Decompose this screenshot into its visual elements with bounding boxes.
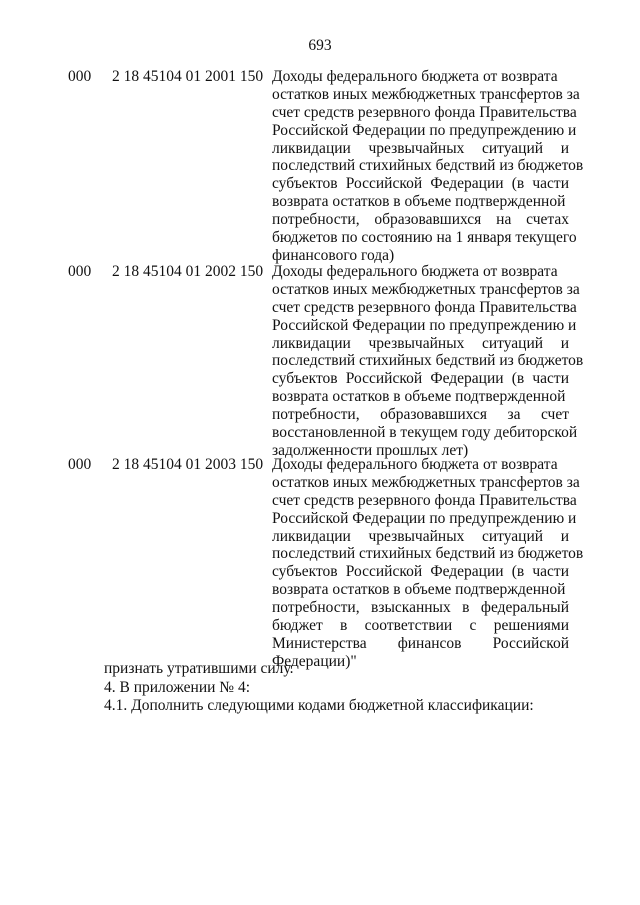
description-line: Федерации)" xyxy=(272,652,357,670)
description-line: счет средств резервного фонда Правительства xyxy=(272,298,577,316)
description-line: Российской Федерации по предупреждению и xyxy=(272,121,577,139)
body-paragraph: признать утратившими силу. xyxy=(104,660,294,677)
entry-description xyxy=(272,263,584,460)
description-line: последствий стихийных бедствий из бюджетов xyxy=(272,352,584,370)
description-line: Доходы федерального бюджета от возврата xyxy=(272,263,558,280)
description-line: потребности, образовавшихся на счетах xyxy=(272,211,569,229)
description-line: остатков иных межбюджетных трансфертов за xyxy=(272,473,580,491)
description-line: возврата остатков в объеме подтвержденной xyxy=(272,193,566,211)
page-number: 693 xyxy=(308,37,332,54)
description-line: счет средств резервного фонда Правительства xyxy=(272,103,577,121)
budget-classification-code: 2 18 45104 01 2003 150 xyxy=(112,456,264,473)
description-line: ликвидации чрезвычайных ситуаций и xyxy=(272,527,569,545)
description-line: последствий стихийных бедствий из бюджетов xyxy=(272,545,584,563)
org-code: 000 xyxy=(68,456,92,473)
description-line: субъектов Российской Федерации (в части xyxy=(272,175,569,193)
description-line: финансового года) xyxy=(272,246,395,264)
description-line: ликвидации чрезвычайных ситуаций и xyxy=(272,139,569,157)
entry-description xyxy=(272,68,584,265)
description-line: восстановленной в текущем году дебиторской xyxy=(272,424,578,442)
description-line: последствий стихийных бедствий из бюджетов xyxy=(272,157,584,175)
description-line: остатков иных межбюджетных трансфертов за xyxy=(272,85,580,103)
description-line: Доходы федерального бюджета от возврата xyxy=(272,456,558,473)
description-line: бюджет в соответствии с решениями xyxy=(272,617,569,635)
description-line: бюджетов по состоянию на 1 января текущего xyxy=(272,229,577,247)
description-line: потребности, взысканных в федеральный xyxy=(272,599,569,617)
description-line: субъектов Российской Федерации (в части xyxy=(272,370,569,388)
body-paragraph: 4.1. Дополнить следующими кодами бюджетной классификации: xyxy=(104,697,534,714)
description-line: задолженности прошлых лет) xyxy=(272,441,469,459)
section-heading: 4. В приложении № 4: xyxy=(104,679,251,696)
description-line: Министерства финансов Российской xyxy=(272,634,569,652)
description-line: счет средств резервного фонда Правительства xyxy=(272,491,577,509)
description-line: остатков иных межбюджетных трансфертов за xyxy=(272,280,580,298)
org-code: 000 xyxy=(68,263,92,280)
description-line: ликвидации чрезвычайных ситуаций и xyxy=(272,334,569,352)
description-line: потребности, образовавшихся за счет xyxy=(272,406,569,424)
budget-classification-code: 2 18 45104 01 2001 150 xyxy=(112,68,264,85)
description-line: возврата остатков в объеме подтвержденной xyxy=(272,388,566,406)
description-line: субъектов Российской Федерации (в части xyxy=(272,563,569,581)
description-line: Доходы федерального бюджета от возврата xyxy=(272,68,558,85)
description-line: возврата остатков в объеме подтвержденной xyxy=(272,581,566,599)
description-line: Российской Федерации по предупреждению и xyxy=(272,509,577,527)
budget-classification-code: 2 18 45104 01 2002 150 xyxy=(112,263,264,280)
entry-description xyxy=(272,456,584,671)
description-line: Российской Федерации по предупреждению и xyxy=(272,316,577,334)
org-code: 000 xyxy=(68,68,92,85)
